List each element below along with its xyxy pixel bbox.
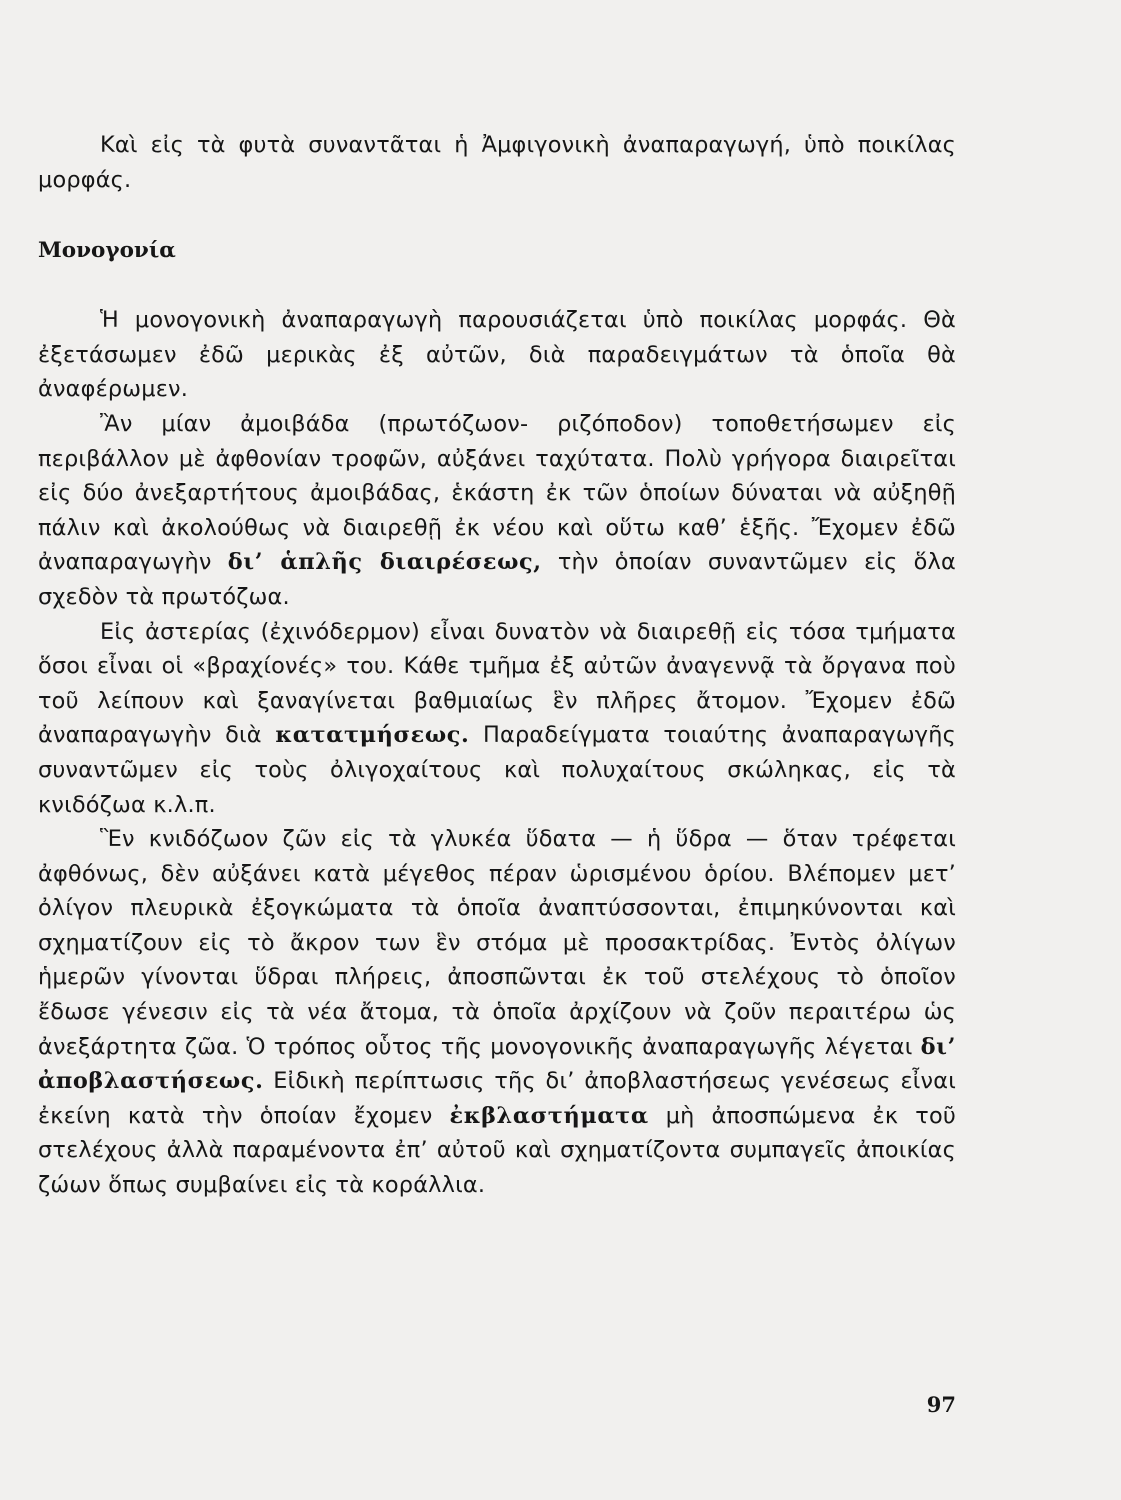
paragraph-2-text-b: τὴν ὁποίαν συναντῶμεν εἰς ὅλα σχεδὸν τὰ πρωτόζωα.: [38, 549, 956, 610]
paragraph-3: [38, 615, 956, 823]
term-buds: ἐκβλαστήματα: [449, 1102, 649, 1129]
term-fragmentation: κατατμήσεως.: [275, 722, 470, 749]
page-body: [38, 128, 956, 1203]
section-title: Μονογονία: [38, 238, 176, 264]
paragraph-4-text-c: μὴ ἀποσπώμενα ἐκ τοῦ στελέχους ἀλλὰ παραμένοντα ἐπ’ αὐτοῦ καὶ σχηματίζοντα συμπαγεῖς ἀποικίας ζώων ὅπως συμβαίνει εἰς τὰ κοράλλια.: [38, 1102, 956, 1199]
paragraph-3-text-a: Εἰς ἀστερίας (ἐχινόδερμον) εἶναι δυνατὸν νὰ διαιρεθῇ εἰς τόσα τμήματα ὅσοι εἶναι οἱ «βραχίονές» του. Κάθε τμῆμα ἐξ αὐτῶν ἀναγεννᾷ τὰ ὄργανα ποὺ τοῦ λείπουν καὶ ξαναγίνεται βαθμιαίως ἓν πλῆρες ἄτομον. Ἔχομεν ἐδῶ ἀναπαραγωγὴν διὰ: [38, 618, 956, 749]
paragraph-3-text-b: Παραδείγματα τοιαύτης ἀναπαραγωγῆς συναντῶμεν εἰς τοὺς ὀλιγοχαίτους καὶ πολυχαίτους σκώληκας, εἰς τὰ κνιδόζωα κ.λ.π.: [38, 722, 956, 818]
term-simple-division: δι’ ἁπλῆς διαιρέσεως,: [227, 549, 542, 576]
intro-paragraph: Καὶ εἰς τὰ φυτὰ συναντᾶται ἡ Ἀμφιγονικὴ ἀναπαραγωγή, ὑπὸ ποικίλας μορφάς.: [38, 132, 956, 193]
paragraph-4-text-a: Ἓν κνιδόζωον ζῶν εἰς τὰ γλυκέα ὕδατα — ἡ ὕδρα — ὅταν τρέφεται ἀφθόνως, δὲν αὐξάνει κατὰ μέγεθος πέραν ὡρισμένου ὁρίου. Βλέπομεν μετ’ ὀλίγον πλευρικὰ ἐξογκώματα τὰ ὁποῖα ἀναπτύσσονται, ἐπιμηκύνονται καὶ σχηματίζουν εἰς τὸ ἄκρον των ἓν στόμα μὲ προσακτρίδας. Ἐντὸς ὀλίγων ἡμερῶν γίνονται ὕδραι πλήρεις, ἀποσπῶνται ἐκ τοῦ στελέχους τὸ ὁποῖον ἔδωσε γένεσιν εἰς τὰ νέα ἄτομα, τὰ ὁποῖα ἀρχίζουν νὰ ζοῦν περαιτέρω ὡς ἀνεξάρτητα ζῶα. Ὁ τρόπος οὗτος τῆς μονογονικῆς ἀναπαραγωγῆς λέγεται: [38, 826, 956, 1060]
page-number: 97: [926, 1392, 956, 1417]
paragraph-4: [38, 822, 956, 1203]
paragraph-2: [38, 407, 956, 615]
paragraph-1: Ἡ μονογονικὴ ἀναπαραγωγὴ παρουσιάζεται ὑπὸ ποικίλας μορφάς. Θὰ ἐξετάσωμεν ἐδῶ μερικὰς ἐξ αὐτῶν, διὰ παραδειγμάτων τὰ ὁποῖα θὰ ἀναφέρωμεν.: [38, 307, 956, 403]
paragraph-2-text-a: Ἂν μίαν ἀμοιβάδα (πρωτόζωον- ριζόποδον) τοποθετήσωμεν εἰς περιβάλλον μὲ ἀφθονίαν τροφῶν, αὐξάνει ταχύτατα. Πολὺ γρήγορα διαιρεῖται εἰς δύο ἀνεξαρτήτους ἀμοιβάδας, ἑκάστη ἐκ τῶν ὁποίων δύναται νὰ αὐξηθῇ πάλιν καὶ ἀκολούθως νὰ διαιρεθῇ ἐκ νέου καὶ οὕτω καθ’ ἑξῆς. Ἔχομεν ἐδῶ ἀναπαραγωγὴν: [38, 410, 956, 576]
term-budding: δι’ ἀποβλαστήσεως.: [38, 1033, 956, 1095]
paragraph-4-text-b: Εἰδικὴ περίπτωσις τῆς δι’ ἀποβλαστήσεως γενέσεως εἶναι ἐκείνη κατὰ τὴν ὁποίαν ἔχομεν: [38, 1068, 957, 1129]
